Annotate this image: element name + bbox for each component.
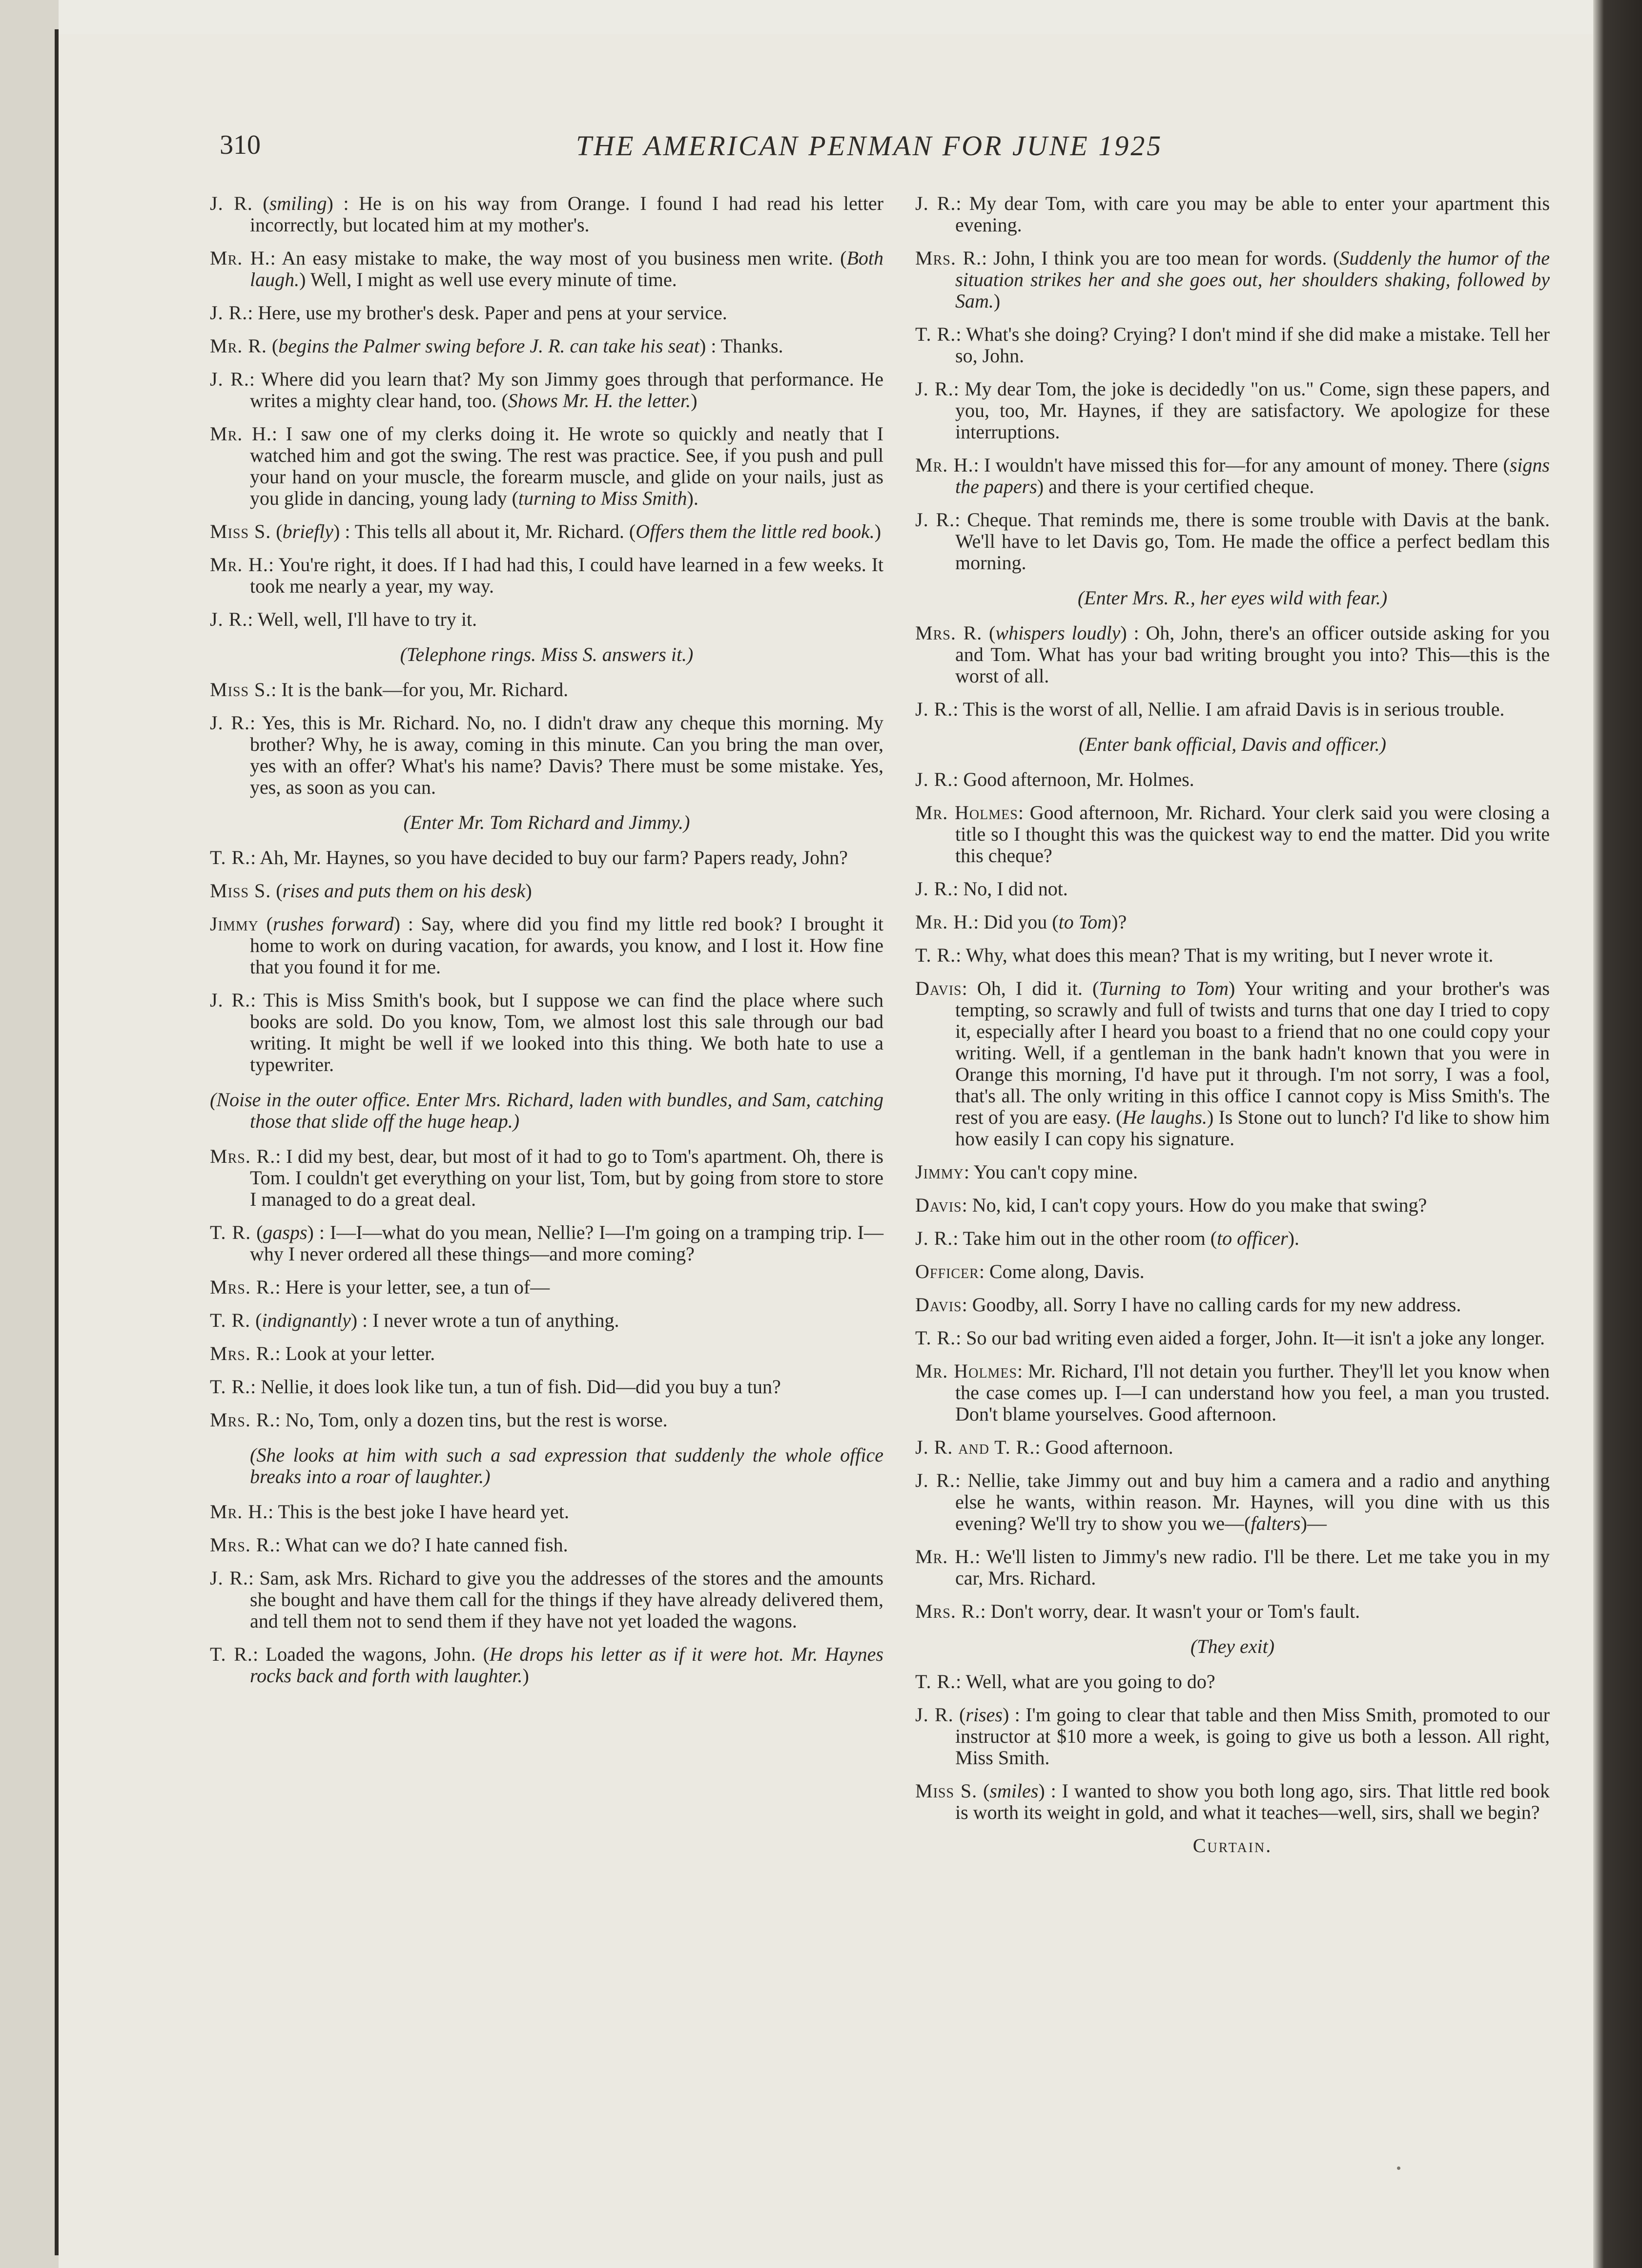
speaker-name: Mrs. R. (915, 1600, 981, 1622)
dialogue-line: Mr. H.: Did you (to Tom)? (915, 911, 1127, 933)
dialogue-line: Mrs. R. (whispers loudly) : Oh, John, there's an officer outside asking for you and Tom. What has your bad writing brought you into? This—this is the worst of all. (915, 622, 1550, 687)
speech-text: Did you (to Tom)? (984, 911, 1127, 933)
dialogue-line: Mr. Holmes: Good afternoon, Mr. Richard. Your clerk said you were closing a title so I thought this was the quickest way to end the matter. Did you write this cheque? (915, 802, 1550, 866)
speaker-name: J. R. (210, 192, 253, 214)
dialogue-line: J. R.: This is Miss Smith's book, but I suppose we can find the place where such books are sold. Do you know, Tom, we almost lost this sale through our bad writing. It might be well if we looked into this thing. We both hate to use a typewriter. (210, 989, 883, 1075)
dialogue-line: J. R.: No, I did not. (915, 878, 1068, 900)
speech-text: No, kid, I can't copy yours. How do you make that swing? (972, 1194, 1427, 1216)
book-spine (1593, 0, 1642, 2268)
speaker-name: Mr. H. (210, 423, 272, 445)
stage-direction-block: (She looks at him with such a sad expression that suddenly the whole office breaks into a roar of laughter.) (250, 1444, 883, 1487)
speech-text: I wanted to show you both long ago, sirs. That little red book is worth its weight in gold, and what it teaches—well, sirs, shall we begin? (955, 1780, 1550, 1823)
speech-text: I never wrote a tun of anything. (372, 1309, 619, 1331)
speaker-name: J. R. (210, 712, 250, 734)
speech-text: What can we do? I hate canned fish. (285, 1534, 568, 1556)
dialogue-line: Mr. H.: An easy mistake to make, the way most of you business men write. (Both laugh.) Well, I might as well use every minute of time. (210, 247, 883, 290)
page-edge-shadow (55, 29, 59, 2255)
stage-direction: rises and puts them on his desk (282, 880, 526, 902)
speaker-name: J. R. (210, 1567, 248, 1589)
stage-direction: briefly (282, 520, 334, 542)
speaker-name: J. R. (915, 378, 954, 400)
speaker-name: T. R. (915, 1670, 956, 1692)
running-head: THE AMERICAN PENMAN FOR JUNE 1925 (576, 130, 1163, 162)
speaker-name: Miss S. (915, 1780, 978, 1802)
speaker-name: J. R. (915, 768, 953, 790)
dialogue-line: Mrs. R.: Here is your letter, see, a tun of— (210, 1276, 550, 1298)
speech-text: Come along, Davis. (989, 1260, 1145, 1282)
speaker-name: Miss S. (210, 880, 271, 902)
dialogue-line: Officer: Come along, Davis. (915, 1260, 1145, 1282)
dialogue-line: T. R.: Well, what are you going to do? (915, 1670, 1215, 1692)
speech-text: I'm going to clear that table and then Miss Smith, promoted to our instructor at $10 more a week, is going to give us both a lesson. All right, Miss Smith. (955, 1704, 1550, 1769)
speaker-name: Jimmy (915, 1161, 964, 1183)
speech-text: Yes, this is Mr. Richard. No, no. I didn't draw any cheque this morning. My brother? Why, he is away, coming in this minute. Can you bring the man over, yes with an offer? What's his name? Davis? There must be some mistake. Yes, yes, as soon as you can. (250, 712, 884, 798)
speech-text: Here, use my brother's desk. Paper and pens at your service. (258, 302, 727, 324)
speaker-name: Jimmy (210, 913, 259, 935)
dialogue-line: Davis: Goodby, all. Sorry I have no calling cards for my new address. (915, 1294, 1461, 1316)
speech-text: You can't copy mine. (973, 1161, 1138, 1183)
dialogue-line: Jimmy: You can't copy mine. (915, 1161, 1138, 1183)
dialogue-line: T. R.: Ah, Mr. Haynes, so you have decided to buy our farm? Papers ready, John? (210, 846, 848, 868)
speaker-name: J. R. (210, 368, 249, 390)
dialogue-line: Jimmy (rushes forward) : Say, where did you find my little red book? I brought it home to work on during vacation, for awards, you know, and I lost it. How fine that you found it for me. (210, 913, 883, 978)
dialogue-line: Miss S.: It is the bank—for you, Mr. Richard. (210, 679, 569, 701)
stage-direction-block: (They exit) (1190, 1635, 1275, 1657)
dialogue-line: J. R.: Nellie, take Jimmy out and buy him a camera and a radio and anything else he wants, within reason. Mr. Haynes, will you dine with us this evening? We'll try to show you we—(falters)— (915, 1469, 1550, 1534)
speaker-name: J. R. (915, 698, 953, 720)
speaker-name: T. R. (210, 1643, 253, 1665)
speech-text: Oh, John, there's an officer outside asking for you and Tom. What has your bad writing brought you into? This—this is the worst of all. (955, 622, 1550, 687)
stage-direction-block: (Noise in the outer office. Enter Mrs. Richard, laden with bundles, and Sam, catching those that slide off the huge heap.) (210, 1089, 883, 1132)
stage-direction: gasps (263, 1221, 308, 1243)
stage-direction: smiles (989, 1780, 1039, 1802)
speaker-name: J. R. (915, 1704, 954, 1726)
dialogue-line: Mr. H.: We'll listen to Jimmy's new radio. I'll be there. Let me take you in my car, Mrs. Richard. (915, 1546, 1550, 1589)
speaker-name: Miss S. (210, 679, 271, 701)
page-header (220, 129, 1552, 173)
dialogue-line: J. R.: Where did you learn that? My son Jimmy goes through that performance. He writes a mighty clear hand, too. (Shows Mr. H. the letter.) (210, 368, 884, 412)
stage-direction: whispers loudly (995, 622, 1121, 644)
stage-direction: smiling (269, 192, 327, 214)
dialogue-line: T. R. (indignantly) : I never wrote a tun of anything. (210, 1309, 619, 1331)
speaker-name: Mr. H. (210, 1501, 268, 1523)
stage-direction: begins the Palmer swing before J. R. can take his seat (278, 335, 700, 357)
speech-text: Good afternoon. (1045, 1436, 1173, 1458)
speech-text: Thanks. (720, 335, 783, 357)
speaker-name: J. R. (915, 1469, 955, 1491)
speaker-name: Mrs. R. (915, 247, 982, 269)
speaker-name: J. R. (915, 192, 956, 214)
speaker-name: Mrs. R. (915, 622, 983, 644)
speech-text: What's she doing? Crying? I don't mind if she did make a mistake. Tell her so, John. (955, 323, 1550, 367)
speech-text: Why, what does this mean? That is my writing, but I never wrote it. (965, 944, 1494, 966)
speech-text: Good afternoon, Mr. Richard. Your clerk said you were closing a title so I thought this was the quickest way to end the matter. Did you write this cheque? (955, 802, 1550, 866)
speech-text: I wouldn't have missed this for—for any amount of money. There (signs the papers) and there is your certified cheque. (955, 454, 1550, 497)
speaker-name: J. R. (210, 302, 248, 324)
stage-direction: rushes forward (273, 913, 394, 935)
speaker-name: Mr. H. (915, 454, 974, 476)
speaker-name: T. R. (915, 944, 956, 966)
speaker-name: T. R. (210, 846, 251, 868)
stage-direction-block: (Telephone rings. Miss S. answers it.) (400, 643, 694, 665)
dialogue-line: J. R.: Cheque. That reminds me, there is some trouble with Davis at the bank. We'll have to let Davis go, Tom. He made the office a perfect bedlam this morning. (915, 509, 1550, 574)
dialogue-line: Mrs. R.: What can we do? I hate canned fish. (210, 1534, 568, 1556)
speaker-name: J. R. (915, 878, 953, 900)
speaker-name: Mrs. R. (210, 1534, 275, 1556)
dialogue-line: T. R.: Nellie, it does look like tun, a tun of fish. Did—did you buy a tun? (210, 1376, 781, 1398)
speaker-name: Officer (915, 1260, 979, 1282)
dialogue-line: J. R.: My dear Tom, the joke is decidedly "on us." Come, sign these papers, and you, too, Mr. Haynes, if they are satisfactory. We apologize for these interruptions. (915, 378, 1550, 443)
speech-text: John, I think you are too mean for words. (Suddenly the humor of the situation strikes her and she goes out, her shoulders shaking, followed by Sam.) (955, 247, 1550, 312)
speaker-name: Mrs. R. (210, 1342, 275, 1364)
speech-text: Where did you learn that? My son Jimmy goes through that performance. He writes a mighty clear hand, too. (Shows Mr. H. the letter.) (250, 368, 884, 412)
speaker-name: Mr. Holmes (915, 1360, 1018, 1382)
speech-text: No, I did not. (963, 878, 1068, 900)
speaker-name: Mrs. R. (210, 1276, 275, 1298)
speech-text: Well, what are you going to do? (965, 1670, 1215, 1692)
speech-text: So our bad writing even aided a forger, John. It—it isn't a joke any longer. (966, 1327, 1545, 1349)
dialogue-line: Mrs. R.: I did my best, dear, but most of it had to go to Tom's apartment. Oh, there is Tom. I couldn't get everything on your list, Tom, but by going from store to store I managed to do a great deal. (210, 1145, 884, 1210)
speaker-name: Davis (915, 1294, 962, 1316)
dialogue-line: T. R.: So our bad writing even aided a forger, John. It—it isn't a joke any longer. (915, 1327, 1545, 1349)
dialogue-line: Mr. H.: I saw one of my clerks doing it. He wrote so quickly and neatly that I watched him and got the swing. The rest was practice. See, if you push and pull your hand on your muscle, the forearm muscle, and glide on your nails, just as you glide in dancing, young lady (turning to Miss Smith). (210, 423, 883, 509)
speech-text: This is the best joke I have heard yet. (278, 1501, 570, 1523)
dialogue-line: Mr. H.: This is the best joke I have heard yet. (210, 1501, 570, 1523)
speech-text: Good afternoon, Mr. Holmes. (963, 768, 1194, 790)
dialogue-line: J. R.: Take him out in the other room (to officer). (915, 1227, 1299, 1249)
speaker-name: J. R. (915, 509, 955, 531)
speaker-name: Mrs. R. (210, 1409, 275, 1431)
speech-text: Nellie, take Jimmy out and buy him a camera and a radio and anything else he wants, within reason. Mr. Haynes, will you dine with us this evening? We'll try to show you we—(falters)— (955, 1469, 1550, 1534)
scan-left-margin (0, 0, 59, 2268)
speech-text: Nellie, it does look like tun, a tun of fish. Did—did you buy a tun? (261, 1376, 781, 1398)
stage-direction-block: (Enter bank official, Davis and officer.) (1079, 733, 1386, 755)
speech-text: Here is your letter, see, a tun of— (285, 1276, 550, 1298)
speech-text: My dear Tom, with care you may be able to enter your apartment this evening. (955, 192, 1550, 236)
speech-text: Take him out in the other room (to officer). (963, 1227, 1299, 1249)
speech-text: An easy mistake to make, the way most of you business men write. (Both laugh.) Well, I might as well use every minute of time. (250, 247, 883, 290)
speaker-name: T. R. (210, 1376, 251, 1398)
speech-text: Well, well, I'll have to try it. (257, 608, 477, 630)
speaker-name: Miss S. (210, 520, 271, 542)
stage-direction: rises (965, 1704, 1003, 1726)
stage-direction: indignantly (262, 1309, 351, 1331)
dialogue-line: T. R.: What's she doing? Crying? I don't mind if she did make a mistake. Tell her so, John. (915, 323, 1550, 367)
dialogue-line: Mrs. R.: Look at your letter. (210, 1342, 435, 1364)
dialogue-line: J. R.: Here, use my brother's desk. Paper and pens at your service. (210, 302, 727, 324)
speech-text: I—I—what do you mean, Nellie? I—I'm going on a tramping trip. I—why I never ordered all these things—and more coming? (250, 1221, 883, 1265)
dialogue-line: Mrs. R.: Don't worry, dear. It wasn't your or Tom's fault. (915, 1600, 1360, 1622)
dialogue-line: Davis: Oh, I did it. (Turning to Tom) Your writing and your brother's was tempting, so scrawly and full of twists and turns that one day I tried to copy it, especially after I heard you boast to a friend that no one could copy your writing. Well, if a gentleman in the bank hadn't known that you were in Orange this morning, I'd have put it through. I'm not sorry, I was a fool, that's all. The only writing in this office I cannot copy is Miss Smith's. The rest of you are easy. (He laughs.) Is Stone out to lunch? I'd like to show him how easily I can copy his signature. (915, 977, 1550, 1150)
speech-text: Look at your letter. (285, 1342, 435, 1364)
left-column (210, 193, 883, 1698)
speaker-name: T. R. (915, 323, 956, 345)
speaker-name: J. R. and T. R. (915, 1436, 1035, 1458)
dialogue-line: Miss S. (briefly) : This tells all about it, Mr. Richard. (Offers them the little red book.) (210, 520, 882, 542)
speaker-name: T. R. (915, 1327, 956, 1349)
speaker-name: J. R. (210, 608, 248, 630)
speaker-name: Mr. H. (210, 554, 268, 576)
stage-direction-block: (Enter Mr. Tom Richard and Jimmy.) (403, 811, 690, 833)
speech-text: Don't worry, dear. It wasn't your or Tom's fault. (990, 1600, 1360, 1622)
dialogue-line: J. R.: This is the worst of all, Nellie. I am afraid Davis is in serious trouble. (915, 698, 1505, 720)
dialogue-line: T. R.: Loaded the wagons, John. (He drops his letter as if it were hot. Mr. Haynes rocks back and forth with laughter.) (210, 1643, 883, 1687)
dialogue-line: Mr. H.: You're right, it does. If I had had this, I could have learned in a few weeks. It took me nearly a year, my way. (210, 554, 883, 597)
dialogue-line: J. R. (smiling) : He is on his way from Orange. I found I had read his letter incorrectly, but located him at my mother's. (210, 192, 884, 236)
speaker-name: T. R. (210, 1309, 251, 1331)
speaker-name: T. R. (210, 1221, 251, 1243)
dialogue-line: Mr. R. (begins the Palmer swing before J. R. can take his seat) : Thanks. (210, 335, 783, 357)
speaker-name: J. R. (210, 989, 251, 1011)
dialogue-line: J. R. and T. R.: Good afternoon. (915, 1436, 1173, 1458)
speech-text: We'll listen to Jimmy's new radio. I'll be there. Let me take you in my car, Mrs. Richard. (955, 1546, 1550, 1589)
speech-text: Say, where did you find my little red book? I brought it home to work on during vacation, for awards, you know, and I lost it. How fine that you found it for me. (250, 913, 883, 978)
dialogue-line: Mrs. R.: John, I think you are too mean for words. (Suddenly the humor of the situation strikes her and she goes out, her shoulders shaking, followed by Sam.) (915, 247, 1550, 312)
speaker-name: Davis (915, 977, 962, 999)
speech-text: I saw one of my clerks doing it. He wrote so quickly and neatly that I watched him and got the swing. The rest was practice. See, if you push and pull your hand on your muscle, the forearm muscle, and glide on your nails, just as you glide in dancing, young lady (turning to Miss Smith). (250, 423, 883, 509)
dialogue-line: J. R.: Well, well, I'll have to try it. (210, 608, 477, 630)
speech-text: No, Tom, only a dozen tins, but the rest is worse. (285, 1409, 668, 1431)
dialogue-line: Miss S. (rises and puts them on his desk) (210, 880, 532, 902)
speaker-name: Mr. H. (210, 247, 270, 269)
speaker-name: Mrs. R. (210, 1145, 276, 1167)
speech-text: This is Miss Smith's book, but I suppose we can find the place where such books are sold. Do you know, Tom, we almost lost this sale through our bad writing. It might be well if we looked into this thing. We both hate to use a typewriter. (250, 989, 883, 1075)
dialogue-line: J. R.: Sam, ask Mrs. Richard to give you the addresses of the stores and the amounts she bought and have them call for the things if they have already delivered them, and tell them not to send them if they have not yet loaded the wagons. (210, 1567, 883, 1632)
page-number: 310 (220, 130, 261, 160)
stage-direction-block: (Enter Mrs. R., her eyes wild with fear.) (1077, 587, 1388, 609)
dialogue-line: T. R. (gasps) : I—I—what do you mean, Nellie? I—I'm going on a tramping trip. I—why I never ordered all these things—and more coming? (210, 1221, 883, 1265)
speck (1397, 2166, 1400, 2170)
dialogue-line: Mr. Holmes: Mr. Richard, I'll not detain you further. They'll let you know when the case comes up. I—I can understand how you feel, a man you trusted. Don't blame yourselves. Good afternoon. (915, 1360, 1550, 1425)
speaker-name: Mr. Holmes (915, 802, 1018, 824)
dialogue-line: J. R. (rises) : I'm going to clear that table and then Miss Smith, promoted to our instructor at $10 more a week, is going to give us both a lesson. All right, Miss Smith. (915, 1704, 1550, 1769)
dialogue-line: J. R.: My dear Tom, with care you may be able to enter your apartment this evening. (915, 192, 1550, 236)
dialogue-line: Mr. H.: I wouldn't have missed this for—for any amount of money. There (signs the papers) and there is your certified cheque. (915, 454, 1550, 497)
speaker-name: Mr. H. (915, 911, 974, 933)
speaker-name: J. R. (915, 1227, 953, 1249)
speech-text: You're right, it does. If I had had this, I could have learned in a few weeks. It took me nearly a year, my way. (250, 554, 883, 597)
speech-text: Cheque. That reminds me, there is some trouble with Davis at the bank. We'll have to let Davis go, Tom. He made the office a perfect bedlam this morning. (955, 509, 1550, 574)
speech-text: This is the worst of all, Nellie. I am afraid Davis is in serious trouble. (963, 698, 1505, 720)
speech-text: Sam, ask Mrs. Richard to give you the addresses of the stores and the amounts she bought and have them call for the things if they have already delivered them, and tell them not to send them if they have not yet loaded the wagons. (250, 1567, 883, 1632)
speech-text: Oh, I did it. (Turning to Tom) Your writing and your brother's was tempting, so scrawly and full of twists and turns that one day I tried to copy it, especially after I heard you boast to a friend that no one could copy your writing. Well, if a gentleman in the bank hadn't known that you were in Orange this morning, I'd have put it through. I'm not sorry, I was a fool, that's all. The only writing in this office I cannot copy is Miss Smith's. The rest of you are easy. (He laughs.) Is Stone out to lunch? I'd like to show him how easily I can copy his signature. (955, 977, 1550, 1150)
dialogue-line: J. R.: Yes, this is Mr. Richard. No, no. I didn't draw any cheque this morning. My brother? Why, he is away, coming in this minute. Can you bring the man over, yes with an offer? What's his name? Davis? There must be some mistake. Yes, yes, as soon as you can. (210, 712, 884, 798)
speech-text: Loaded the wagons, John. (He drops his letter as if it were hot. Mr. Haynes rocks back and forth with laughter.) (250, 1643, 883, 1687)
speech-text: He is on his way from Orange. I found I had read his letter incorrectly, but located him at my mother's. (250, 192, 884, 236)
curtain-line: Curtain. (1192, 1835, 1273, 1856)
speech-text: I did my best, dear, but most of it had to go to Tom's apartment. Oh, there is Tom. I couldn't get everything on your list, Tom, but by going from store to store I managed to do a great deal. (250, 1145, 884, 1210)
speaker-name: Davis (915, 1194, 962, 1216)
speaker-name: Mr. R. (210, 335, 267, 357)
speech-text: My dear Tom, the joke is decidedly "on us." Come, sign these papers, and you, too, Mr. Haynes, if they are satisfactory. We apologize for these interruptions. (955, 378, 1550, 443)
dialogue-line: Miss S. (smiles) : I wanted to show you both long ago, sirs. That little red book is worth its weight in gold, and what it teaches—well, sirs, shall we begin? (915, 1780, 1550, 1823)
right-column (915, 193, 1550, 1876)
dialogue-line: Mrs. R.: No, Tom, only a dozen tins, but the rest is worse. (210, 1409, 668, 1431)
speech-text: Mr. Richard, I'll not detain you further. They'll let you know when the case comes up. I—I can understand how you feel, a man you trusted. Don't blame yourselves. Good afternoon. (955, 1360, 1550, 1425)
dialogue-line: T. R.: Why, what does this mean? That is my writing, but I never wrote it. (915, 944, 1494, 966)
dialogue-line: Davis: No, kid, I can't copy yours. How do you make that swing? (915, 1194, 1427, 1216)
speech-text: Ah, Mr. Haynes, so you have decided to buy our farm? Papers ready, John? (260, 846, 848, 868)
speech-text: Goodby, all. Sorry I have no calling cards for my new address. (972, 1294, 1461, 1316)
speech-text: It is the bank—for you, Mr. Richard. (281, 679, 569, 701)
dialogue-line: J. R.: Good afternoon, Mr. Holmes. (915, 768, 1194, 790)
speaker-name: Mr. H. (915, 1546, 975, 1567)
speech-text: This tells all about it, Mr. Richard. (Offers them the little red book.) (354, 520, 882, 542)
